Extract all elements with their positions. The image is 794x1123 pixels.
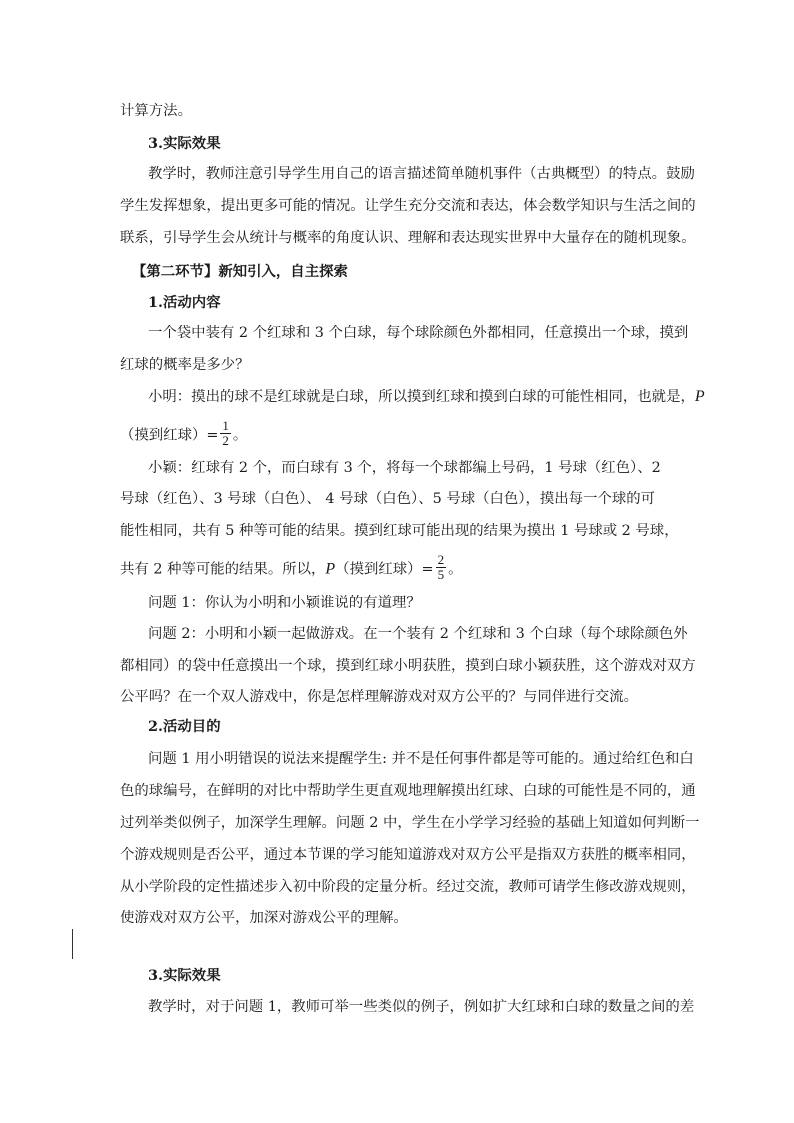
text-cursor (72, 929, 73, 959)
section-heading: 【第二环节】新知引入，自主探索 (132, 263, 348, 280)
text-line: 一个袋中装有 2 个红球和 3 个白球，每个球除颜色外都相同，任意摸出一个球，摸到 (148, 325, 689, 341)
section-heading: 2.活动目的 (148, 718, 221, 735)
fraction-denominator: 2 (222, 433, 229, 448)
text-line: 公平吗？在一个双人游戏中，你是怎样理解游戏对双方公平的？与同伴进行交流。 (120, 689, 639, 705)
text-segment: 。 (232, 427, 248, 444)
text-line: 过列举类似例子，加深学生理解。问题 2 中，学生在小学学习经验的基础上知道如何判断一 (120, 815, 700, 831)
text-line: 小颖：红球有 2 个，而白球有 3 个，将每一个球都编上号码，1 号球（红色）、2 (148, 460, 661, 476)
text-line: 色的球编号，在鲜明的对比中帮助学生更直观地理解摸出红球、白球的可能性是不同的，通 (120, 783, 696, 799)
fraction (436, 553, 447, 582)
text-line: 教学时，教师注意引导学生用自己的语言描述简单随机事件（古典概型）的特点。鼓励 (148, 166, 695, 182)
text-segment: 。 (448, 561, 463, 578)
text-line: 从小学阶段的定性描述步入初中阶段的定量分析。经过交流，教师可请学生修改游戏规则， (120, 879, 696, 895)
text-line (148, 387, 705, 407)
text-segment: 共有 2 种等可能的结果。所以， (120, 561, 326, 578)
math-variable: P (325, 560, 336, 578)
text-line (120, 418, 248, 448)
text-line: 教学时，对于问题 1，教师可举一些类似的例子，例如扩大红球和白球的数量之间的差 (148, 999, 695, 1015)
text-line: 能性相同，共有 5 种等可能的结果。摸到红球可能出现的结果为摸出 1 号球或 2 号球， (120, 523, 679, 539)
text-line: 红球的概率是多少？ (120, 357, 250, 373)
text-segment: 小明：摸出的球不是红球就是白球，所以摸到红球和摸到白球的可能性相同，也就是， (148, 389, 695, 405)
text-line: 计算方法。 (120, 103, 192, 119)
section-heading: 1.活动内容 (148, 294, 221, 311)
text-line: 问题 2：小明和小颖一起做游戏。在一个装有 2 个红球和 3 个白球（每个球除颜色外 (148, 626, 688, 642)
section-heading: 3.实际效果 (148, 135, 221, 152)
text-segment: （摸到红球）= (335, 561, 434, 578)
text-line (120, 552, 463, 582)
math-variable: P (694, 388, 705, 405)
text-line: 使游戏对双方公平，加深对游戏公平的理解。 (120, 910, 408, 926)
fraction-numerator: 2 (437, 552, 445, 567)
fraction-denominator: 5 (437, 567, 445, 582)
fraction-numerator: 1 (222, 418, 229, 433)
text-line: 号球（红色）、3 号球（白色）、 4 号球（白色）、5 号球（白色），摸出每一个球的可 (120, 491, 656, 507)
text-line: 问题 1：你认为小明和小颖谁说的有道理？ (148, 595, 421, 611)
text-line: 都相同）的袋中任意摸出一个球，摸到红球小明获胜，摸到白球小颖获胜，这个游戏对双方 (120, 658, 696, 674)
text-line: 联系，引导学生会从统计与概率的角度认识、理解和表达现实世界中大量存在的随机现象。 (120, 230, 696, 246)
text-line: 问题 1 用小明错误的说法来提醒学生: 并不是任何事件都是等可能的。通过给红色和白 (148, 751, 694, 767)
section-heading: 3.实际效果 (148, 967, 221, 984)
fraction (220, 419, 231, 448)
text-line: 个游戏规则是否公平，通过本节课的学习能知道游戏对双方公平是指双方获胜的概率相同， (120, 847, 696, 863)
text-line: 学生发挥想象，提出更多可能的情况。让学生充分交流和表达，体会数学知识与生活之间的 (120, 198, 696, 214)
text-segment: （摸到红球）= (120, 427, 219, 444)
